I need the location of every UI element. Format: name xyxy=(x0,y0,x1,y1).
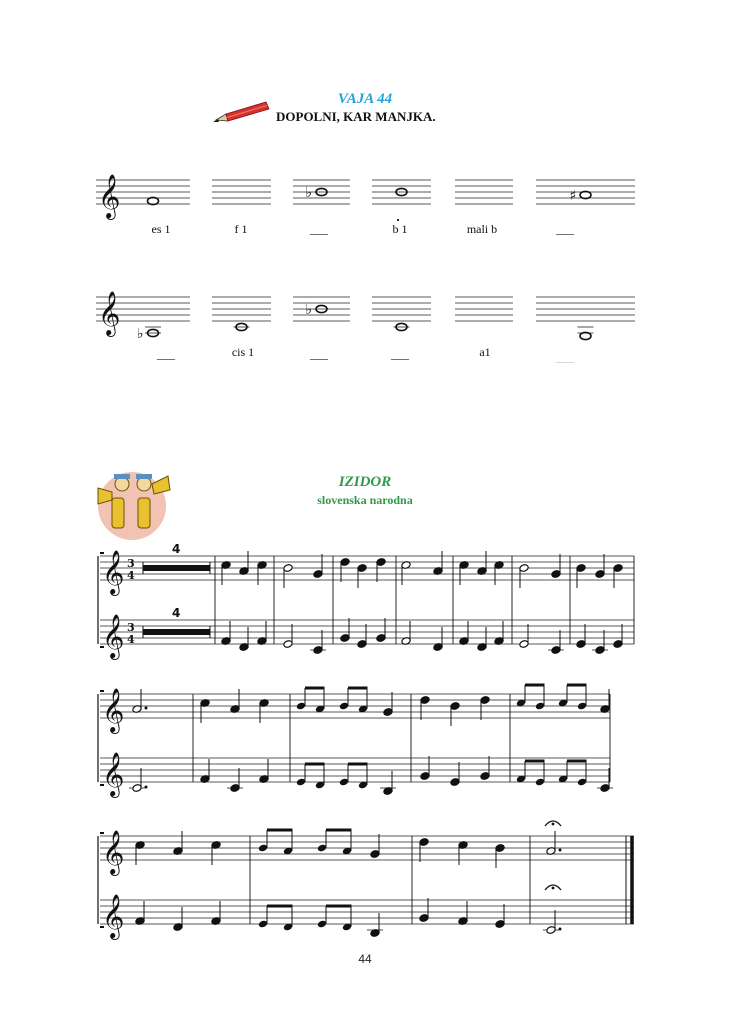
accidental: ♭ xyxy=(137,326,144,342)
accidental: ♯ xyxy=(569,188,577,204)
treble-clef: 𝄞 xyxy=(102,614,125,658)
whole-note xyxy=(148,197,159,204)
accidental: ♭ xyxy=(305,185,313,201)
fermata-dot xyxy=(552,823,555,826)
note-label-blank: ___ xyxy=(556,350,574,364)
dot xyxy=(397,219,399,221)
time-signature: 4 xyxy=(127,633,135,646)
dot xyxy=(559,928,562,931)
multi-rest xyxy=(143,629,210,635)
dot xyxy=(145,707,148,710)
accidental: ♭ xyxy=(305,302,313,318)
note-label: mali b xyxy=(466,222,498,236)
song-subtitle: slovenska narodna xyxy=(317,493,413,507)
treble-clef: 𝄞 xyxy=(102,894,125,938)
treble-clef: 𝄞 xyxy=(98,174,121,218)
dot xyxy=(145,786,148,789)
fermata-dot xyxy=(552,887,555,890)
note-label-blank: ___ xyxy=(310,222,328,236)
note-label: f 1 xyxy=(234,222,248,236)
time-signature: 3 xyxy=(127,557,135,570)
dot xyxy=(559,849,562,852)
whole-note xyxy=(580,332,591,339)
note-label: b 1 xyxy=(392,222,408,236)
note-label-blank: ___ xyxy=(391,347,409,361)
note-label-blank: ___ xyxy=(556,222,574,236)
multi-rest xyxy=(143,565,210,571)
treble-clef: 𝄞 xyxy=(102,830,125,874)
treble-clef: 𝄞 xyxy=(98,291,121,335)
exercise-title: VAJA 44 xyxy=(337,91,393,107)
treble-clef: 𝄞 xyxy=(102,752,125,796)
instruction-text: DOPOLNI, KAR MANJKA. xyxy=(276,109,436,124)
song-title: IZIDOR xyxy=(338,474,392,490)
time-signature: 4 xyxy=(127,569,135,582)
rest-count: 4 xyxy=(172,542,181,556)
note-label: a1 xyxy=(479,345,491,359)
page-number: 44 xyxy=(358,952,372,966)
note-label: es 1 xyxy=(151,222,171,236)
treble-clef: 𝄞 xyxy=(102,688,125,732)
rest-count: 4 xyxy=(172,606,181,620)
note-label-blank: ___ xyxy=(157,347,175,361)
note-label-blank: ___ xyxy=(310,347,328,361)
whole-note xyxy=(580,191,591,198)
time-signature: 3 xyxy=(127,621,135,634)
note-label: cis 1 xyxy=(231,345,255,359)
treble-clef: 𝄞 xyxy=(102,550,125,594)
